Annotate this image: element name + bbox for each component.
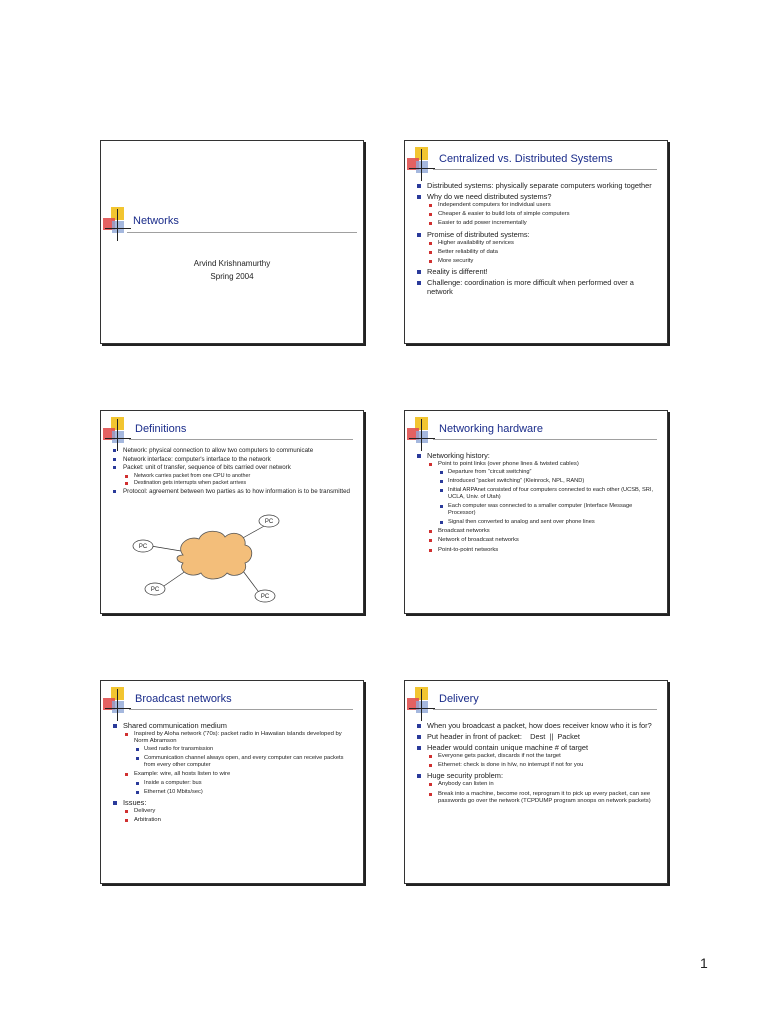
bullet-item <box>415 181 659 190</box>
bullet-text: When you broadcast a packet, how does receiver know who it is for? <box>427 721 652 730</box>
slide-logo-icon <box>407 687 435 721</box>
slide-broadcast-networks <box>100 680 364 884</box>
sub-bullet-list <box>427 753 659 769</box>
sub-bullet-item: Cheaper & easier to build lots of simple computers <box>427 211 659 218</box>
bullet-text: Promise of distributed systems: <box>427 229 530 239</box>
bullet-text: Put header in front of packet: Dest || Packet <box>427 732 580 741</box>
slide-logo-icon <box>103 207 131 241</box>
bullet-text: Packet: unit of transfer, sequence of bits carried over network <box>123 464 291 472</box>
sub-sub-bullet-item: Ethernet (10 Mbits/sec) <box>134 789 355 796</box>
sub-bullet-text: Inspired by Aloha network ('70s): packet radio in Hawaiian islands developed by Norm Abramson <box>134 731 342 745</box>
slide-logo-icon <box>103 687 131 721</box>
bullet-list <box>415 451 659 556</box>
bullet-text: Reality is different! <box>427 267 488 277</box>
bullet-list <box>415 181 659 298</box>
bullet-text: Protocol: agreement between two parties as to how information is to be transmitted <box>123 487 350 495</box>
sub-bullet-item: More security <box>427 258 659 265</box>
sub-bullet-item <box>427 547 659 554</box>
bullet-item <box>415 771 659 805</box>
bullet-list <box>111 721 355 826</box>
sub-bullet-item <box>427 528 659 535</box>
network-diagram <box>101 411 363 613</box>
sub-bullet-item <box>123 771 355 795</box>
sub-bullet-item: Network carries packet from one CPU to another <box>123 473 355 480</box>
sub-bullet-list <box>427 202 659 228</box>
bullet-item <box>415 230 659 266</box>
sub-bullet-list <box>427 240 659 266</box>
sub-bullet-item <box>427 537 659 544</box>
sub-bullet-list <box>123 731 355 796</box>
bullet-list <box>415 721 659 807</box>
sub-sub-bullet-list <box>134 780 355 796</box>
pc-label: PC <box>264 519 274 525</box>
slide-definitions <box>100 410 364 614</box>
sub-bullet-text: Network of broadcast networks <box>438 537 519 544</box>
term: Spring 2004 <box>210 272 254 281</box>
title-underline <box>433 169 657 170</box>
sub-bullet-item: Better reliability of data <box>427 249 659 256</box>
bullet-text: Why do we need distributed systems? <box>427 192 552 201</box>
sub-bullet-item: Higher availability of services <box>427 240 659 247</box>
sub-bullet-item: Ethernet: check is done in h/w, no interrupt if not for you <box>427 762 659 769</box>
pc-label: PC <box>260 594 270 600</box>
slide-title: Centralized vs. Distributed Systems <box>439 153 613 165</box>
bullet-text: Issues: <box>123 797 147 807</box>
network-cloud-icon <box>177 531 252 579</box>
bullet-item <box>415 732 659 741</box>
sub-sub-bullet-list <box>134 746 355 769</box>
sub-sub-bullet-item: Departure from “circuit switching” <box>438 469 659 476</box>
sub-sub-bullet-item: Each computer was connected to a smaller computer (Interface Message Processor) <box>438 503 659 517</box>
sub-sub-bullet-item: Used radio for transmission <box>134 746 355 753</box>
sub-bullet-item <box>123 817 355 824</box>
sub-bullet-item: Everyone gets packet, discards if not the target <box>427 753 659 760</box>
sub-bullet-list <box>123 808 355 824</box>
sub-bullet-item <box>123 731 355 769</box>
slide-networking-hardware <box>404 410 668 614</box>
pc-node <box>259 515 279 527</box>
title-underline <box>433 439 657 440</box>
pc-label: PC <box>138 544 148 550</box>
bullet-text: Networking history: <box>427 451 490 460</box>
title-underline <box>127 232 357 233</box>
bullet-item <box>415 721 659 730</box>
sub-sub-bullet-item: Initial ARPAnet consisted of four computers connected to each other (UCSB, SRI, UCLA, Univ. of Utah) <box>438 487 659 501</box>
slide-title: Delivery <box>439 693 479 705</box>
bullet-item <box>415 192 659 228</box>
sub-bullet-list <box>427 461 659 554</box>
sub-bullet-text: Point to point links (over phone lines & twisted cables) <box>438 461 579 467</box>
slide-title: Broadcast networks <box>135 693 232 705</box>
bullet-text: Network: physical connection to allow two computers to communicate <box>123 447 314 454</box>
slide-delivery <box>404 680 668 884</box>
pc-node <box>145 583 165 595</box>
bullet-text: Distributed systems: physically separate computers working together <box>427 181 652 190</box>
sub-sub-bullet-item: Communication channel always open, and every computer can receive packets from every other computer <box>134 755 355 769</box>
bullet-item <box>415 267 659 276</box>
bullet-item <box>415 278 659 296</box>
sub-bullet-item <box>427 461 659 526</box>
bullet-item <box>415 451 659 554</box>
title-underline <box>433 709 657 710</box>
slide-networks <box>100 140 364 344</box>
author-name: Arvind Krishnamurthy <box>193 259 271 268</box>
bullet-text: Header would contain unique machine # of target <box>427 743 589 752</box>
slide-title: Definitions <box>135 423 187 435</box>
diagram-link <box>151 546 181 551</box>
sub-bullet-text: Example: wire, all hosts listen to wire <box>134 771 231 778</box>
sub-bullet-item: Anybody can listen in <box>427 781 659 788</box>
bullet-text: Challenge: coordination is more difficult when performed over a network <box>427 278 634 297</box>
sub-bullet-item: Easier to add power incrementally <box>427 220 659 227</box>
bullet-item <box>111 721 355 796</box>
sub-bullet-item: Destination gets interrupts when packet arrives <box>123 480 355 487</box>
bullet-text: Shared communication medium <box>123 721 227 730</box>
sub-bullet-item <box>123 808 355 815</box>
sub-sub-bullet-item: Introduced “packet switching” (Kleinrock, NPL, RAND) <box>438 478 659 485</box>
pc-label: PC <box>150 587 160 593</box>
title-underline <box>129 709 353 710</box>
sub-sub-bullet-item: Inside a computer: bus <box>134 780 355 787</box>
bullet-item <box>111 798 355 824</box>
slide-logo-icon <box>407 417 435 451</box>
slide-title: Networking hardware <box>439 423 543 435</box>
sub-bullet-item: Break into a machine, become root, reprogram it to pick up every packet, can see passwords go over the network (TCPDUMP program snoops on network packets) <box>427 791 659 805</box>
sub-bullet-item: Independent computers for individual users <box>427 202 659 209</box>
bullet-text: Huge security problem: <box>427 771 503 781</box>
slide-logo-icon <box>407 147 435 181</box>
sub-bullet-list <box>427 781 659 805</box>
sub-bullet-text: Delivery <box>134 807 156 814</box>
bullet-item <box>415 743 659 769</box>
sub-bullet-text: Broadcast networks <box>438 528 490 535</box>
page-number: 1 <box>700 955 708 971</box>
slide-centralized-vs-distributed <box>404 140 668 344</box>
pc-node <box>255 590 275 602</box>
sub-sub-bullet-item: Signal then converted to analog and sent over phone lines <box>438 519 659 526</box>
diagram-link <box>241 525 266 539</box>
sub-bullet-text: Point-to-point networks <box>438 546 499 553</box>
bullet-text: Network interface: computer's interface to the network <box>123 455 271 463</box>
slide-title: Networks <box>133 215 179 227</box>
pc-node <box>133 540 153 552</box>
sub-bullet-text: Arbitration <box>134 816 161 823</box>
sub-sub-bullet-list <box>438 469 659 526</box>
